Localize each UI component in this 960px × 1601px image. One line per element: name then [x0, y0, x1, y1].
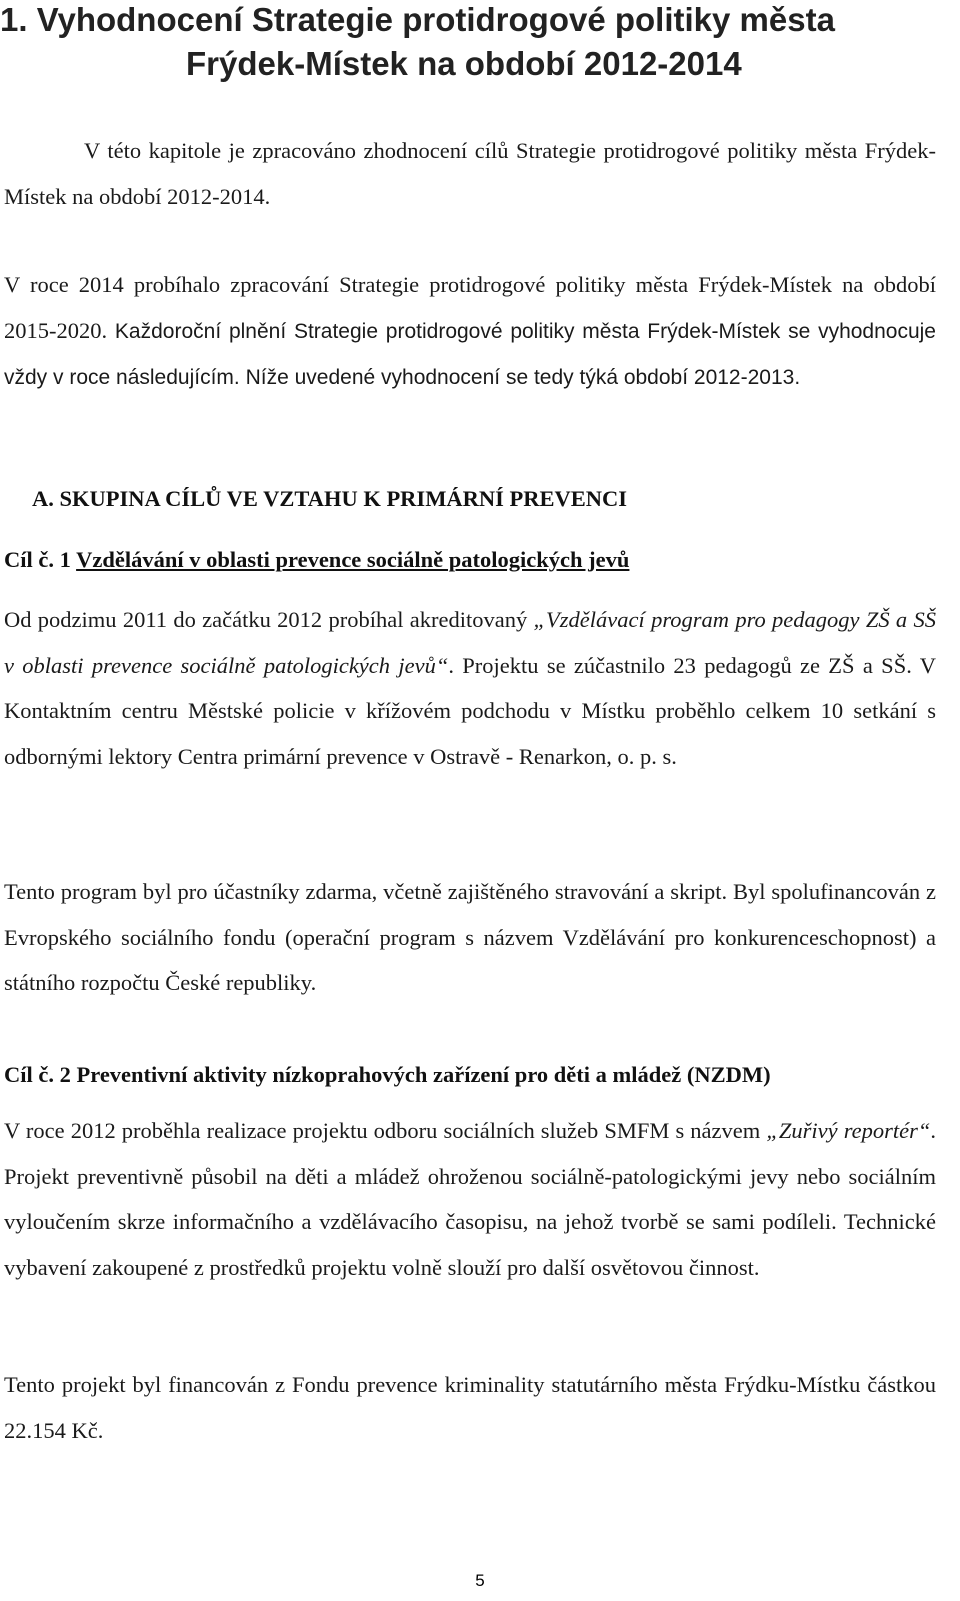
goal-2-p1-end: . Projekt preventivně působil na děti a mládež ohroženou sociálně-patologickými jevy nebo sociálním vyloučením skrze informačního a vzdělávacího časopisu, na jehož tvorbě se sami podíleli. Technické vybavení zakoupené z prostředků projektu volně slouží pro další osvětovou činnost.: [4, 1118, 936, 1280]
goal-2-prefix: Cíl č. 2: [4, 1062, 77, 1087]
goal-2-title: Preventivní aktivity nízkoprahových zařízení pro děti a mládež (NZDM): [76, 1062, 771, 1087]
goal-1-paragraph-1: [4, 597, 936, 779]
goal-1-heading: [4, 545, 629, 575]
strategy-paragraph-serif: V roce 2014 probíhalo zpracování Strategie protidrogové politiky města Frýdek-Místek na období 2015-2020.: [4, 272, 936, 343]
strategy-paragraph: [4, 262, 936, 401]
chapter-title-line-2: Frýdek-Místek na období 2012-2014: [186, 45, 742, 82]
goal-2-paragraph-2: Tento projekt byl financován z Fondu prevence kriminality statutárního města Frýdku-Místku částkou 22.154 Kč.: [4, 1372, 936, 1443]
goal-2-project-name: „Zuřivý reportér“: [766, 1118, 931, 1143]
goal-2-p1-start: V roce 2012 proběhla realizace projektu odboru sociálních služeb SMFM s názvem: [4, 1118, 767, 1143]
chapter-title: [0, 0, 960, 86]
strategy-paragraph-sans: Každoroční plnění Strategie protidrogové politiky města Frýdek-Místek se vyhodnocuje vždy v roce následujícím. Níže uvedené vyhodnocení se tedy týká období 2012-2013.: [4, 319, 936, 389]
goal-2-heading: [4, 1060, 771, 1090]
goal-1-p1-start: Od podzimu 2011 do začátku 2012 probíhal akreditovaný: [4, 607, 534, 632]
page-number: 5: [475, 1571, 485, 1590]
intro-paragraph: V této kapitole je zpracováno zhodnocení cílů Strategie protidrogové politiky města Frýdek-Místek na období 2012-2014.: [4, 138, 936, 209]
section-heading-a: A. SKUPINA CÍLŮ VE VZTAHU K PRIMÁRNÍ PREVENCI: [32, 486, 628, 511]
goal-2-paragraph-1: [4, 1108, 936, 1290]
goal-1-program-name: „Vzdělávací program pro pedagogy ZŠ a SŠ v oblasti prevence sociálně patologických jevů“: [4, 607, 936, 678]
goal-1-prefix: Cíl č. 1: [4, 547, 77, 572]
goal-1-paragraph-2: Tento program byl pro účastníky zdarma, včetně zajištěného stravování a skript. Byl spolufinancován z Evropského sociálního fondu (operační program s názvem Vzdělávání pro konkurenceschopnost) a státního rozpočtu České republiky.: [4, 879, 936, 995]
goal-1-title: Vzdělávání v oblasti prevence sociálně patologických jevů: [76, 547, 630, 572]
chapter-title-line-1: 1. Vyhodnocení Strategie protidrogové politiky města: [0, 1, 835, 38]
goal-1-p1-end: . Projektu se zúčastnilo 23 pedagogů ze ZŠ a SŠ. V Kontaktním centru Městské policie v křížovém podchodu v Místku proběhlo celkem 10 setkání s odbornými lektory Centra primární prevence v Ostravě - Renarkon, o. p. s.: [4, 652, 936, 769]
